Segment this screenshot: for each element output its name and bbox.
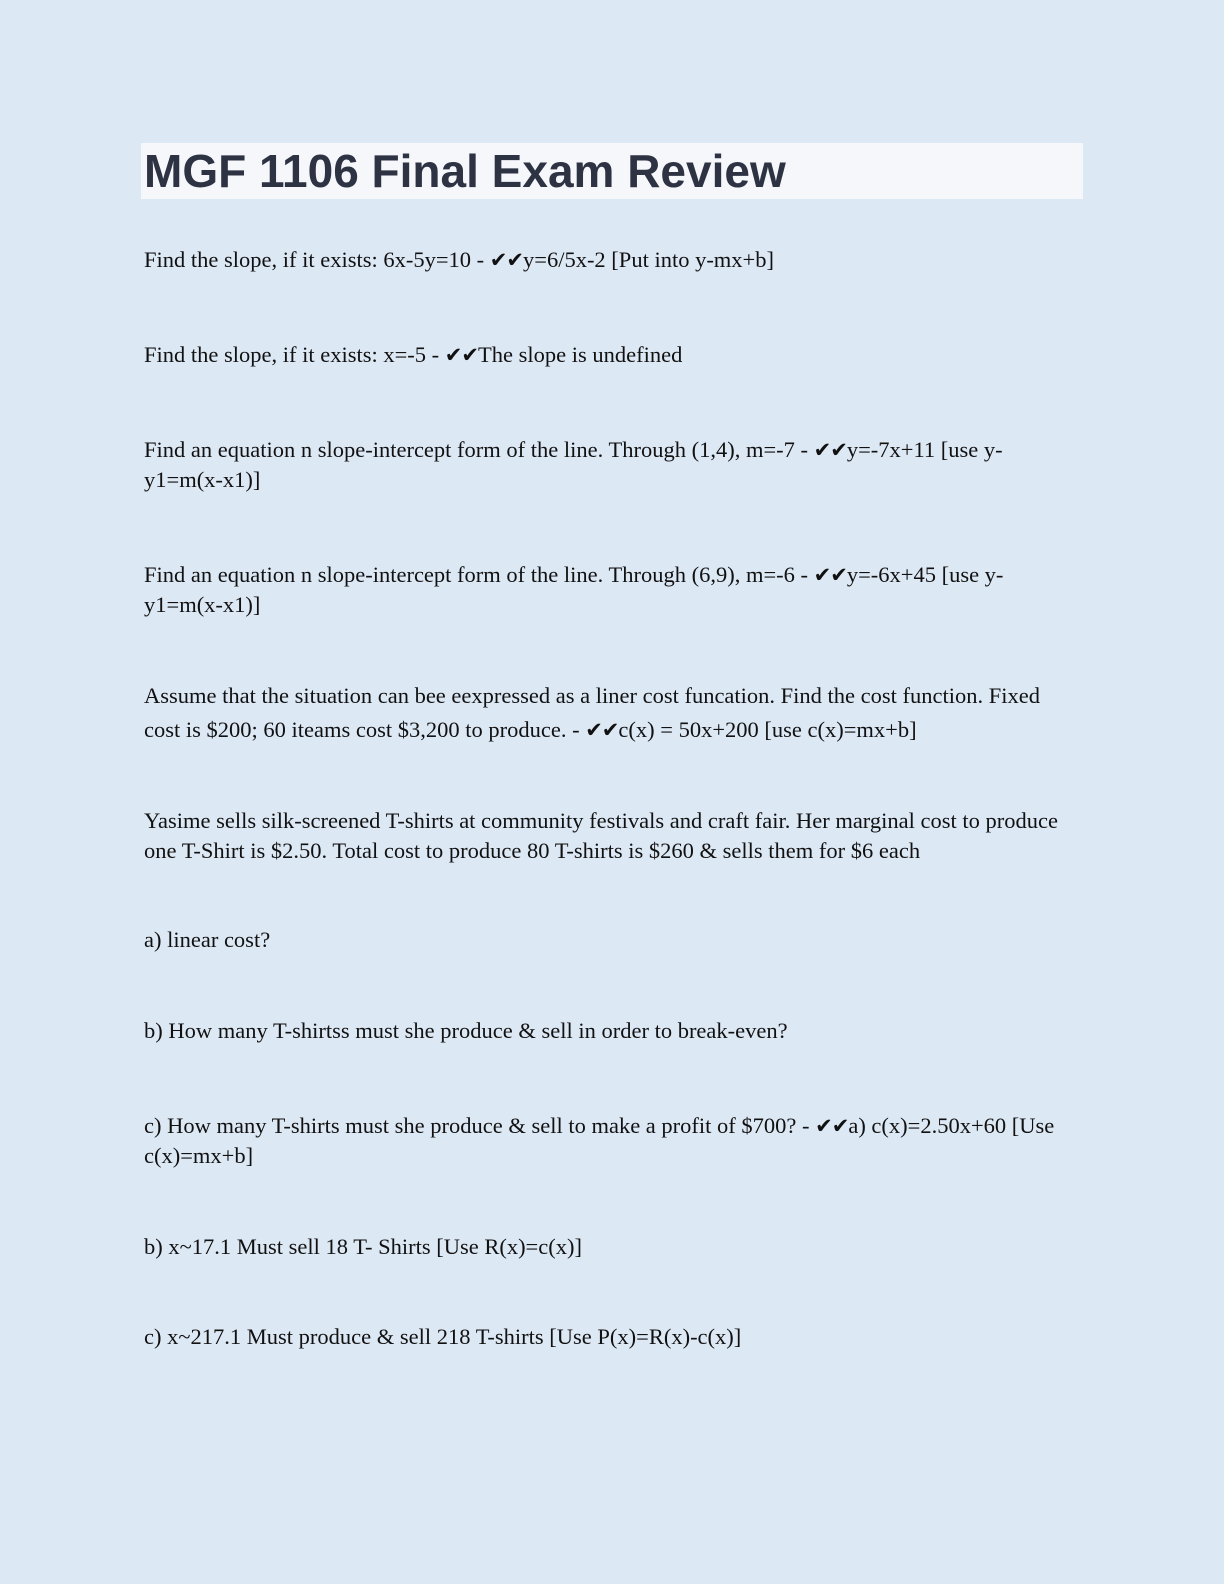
qa-item-1 (144, 245, 1074, 275)
answer-text: y=6/5x-2 [Put into y-mx+b] (523, 247, 774, 272)
question-text: c) How many T-shirts must she produce & sell to make a profit of $700? - (144, 1113, 816, 1138)
qa-item-4 (144, 560, 1074, 620)
part-b-question: b) How many T-shirtss must she produce & sell in order to break-even? (144, 1018, 788, 1043)
answer-text: y=-7x+11 [use y-y1=m(x-x1)] (144, 437, 1003, 492)
part-a-question: a) linear cost? (144, 927, 271, 952)
question-text: Find an equation n slope-intercept form of the line. Through (6,9), m=-6 - (144, 562, 814, 587)
qa-item-3 (144, 435, 1074, 495)
title-banner (141, 143, 1083, 199)
question-text: Find the slope, if it exists: 6x-5y=10 - (144, 247, 490, 272)
check-mark-icon: ✔✔ (815, 1114, 849, 1138)
part-c-item (144, 1111, 1074, 1171)
check-mark-icon: ✔✔ (489, 248, 523, 272)
check-mark-icon: ✔✔ (813, 563, 847, 587)
word-problem: Yasime sells silk-screened T-shirts at community festivals and craft fair. Her marginal cost to produce one T-Shirt is $2.50. Total cost to produce 80 T-shirts is $260 & sells them for $6 each (144, 808, 1058, 863)
answer-text: c(x) = 50x+200 [use c(x)=mx+b] (618, 717, 917, 742)
answer-b: b) x~17.1 Must sell 18 T- Shirts [Use R(x)=c(x)] (144, 1234, 582, 1259)
answer-text: The slope is undefined (478, 342, 683, 367)
question-text: Find the slope, if it exists: x=-5 - (144, 342, 445, 367)
question-text: Assume that the situation can bee eexpressed as a liner cost funcation. Find the cost function. Fixed cost is $200; 60 iteams cost $3,200 to produce. - (144, 683, 1041, 742)
check-mark-icon: ✔✔ (585, 718, 619, 742)
question-text: Find an equation n slope-intercept form of the line. Through (1,4), m=-7 - (144, 437, 814, 462)
answer-text: y=-6x+45 [use y-y1=m(x-x1)] (144, 562, 1004, 617)
qa-item-5 (144, 679, 1074, 747)
qa-item-2 (144, 340, 1074, 370)
page-title: MGF 1106 Final Exam Review (144, 145, 786, 197)
check-mark-icon: ✔✔ (813, 438, 847, 462)
answer-text: a) c(x)=2.50x+60 [Use c(x)=mx+b] (144, 1113, 1055, 1168)
check-mark-icon: ✔✔ (444, 343, 478, 367)
answer-c: c) x~217.1 Must produce & sell 218 T-shirts [Use P(x)=R(x)-c(x)] (144, 1324, 742, 1349)
